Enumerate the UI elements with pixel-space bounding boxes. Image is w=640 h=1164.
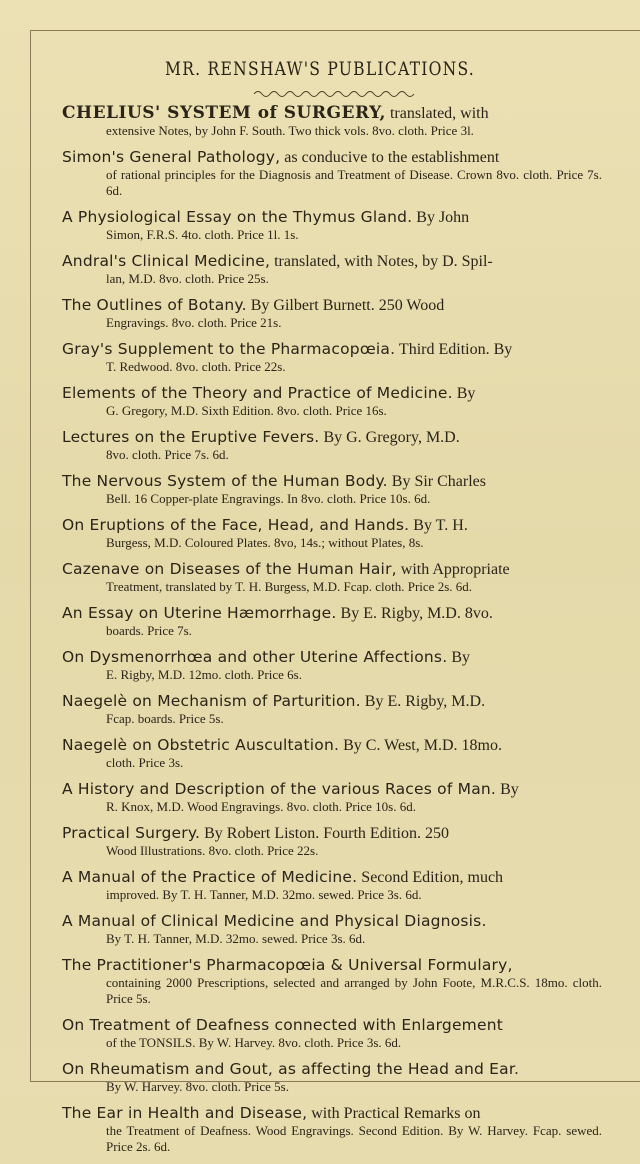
publication-desc: By Sir Charles bbox=[387, 473, 486, 490]
publication-title: On Dysmenorrhœa and other Uterine Affections. bbox=[62, 648, 448, 666]
publication-title: On Rheumatism and Gout, as affecting the Head and Ear. bbox=[62, 1060, 520, 1078]
publication-entry bbox=[62, 956, 602, 1007]
publication-details: Wood Illustrations. 8vo. cloth. Price 22s. bbox=[106, 843, 319, 858]
publication-entry bbox=[62, 384, 602, 419]
publication-details: By T. H. Tanner, M.D. 32mo. sewed. Price 3s. 6d. bbox=[106, 931, 366, 946]
publication-entry bbox=[62, 692, 602, 727]
publication-title: Naegelè on Mechanism of Parturition. bbox=[62, 692, 361, 710]
publication-title: CHELIUS' SYSTEM of SURGERY, bbox=[62, 103, 386, 123]
publication-entry bbox=[62, 868, 602, 903]
publication-desc: By bbox=[452, 385, 476, 402]
publication-title: On Treatment of Deafness connected with Enlargement bbox=[62, 1016, 504, 1034]
publication-desc: Second Edition, much bbox=[357, 869, 504, 886]
publication-title: Simon's General Pathology, bbox=[62, 148, 281, 166]
publication-desc: By Robert Liston. Fourth Edition. 250 bbox=[200, 825, 449, 842]
publication-details: cloth. Price 3s. bbox=[106, 755, 184, 770]
publication-desc: as conducive to the establishment bbox=[280, 149, 500, 166]
publication-details: R. Knox, M.D. Wood Engravings. 8vo. cloth. Price 10s. 6d. bbox=[106, 799, 416, 814]
publication-title: The Practitioner's Pharmacopœia & Universal Formulary, bbox=[62, 956, 513, 974]
publication-title: A History and Description of the various Races of Man. bbox=[62, 780, 497, 798]
publication-desc: with Practical Remarks on bbox=[307, 1105, 481, 1122]
publication-title: Practical Surgery. bbox=[62, 824, 201, 842]
publication-entry bbox=[62, 516, 602, 551]
publication-desc: By Gilbert Burnett. 250 Wood bbox=[246, 297, 445, 314]
publication-desc: By John bbox=[412, 209, 470, 226]
publication-details: By W. Harvey. 8vo. cloth. Price 5s. bbox=[106, 1079, 289, 1094]
publication-title: A Physiological Essay on the Thymus Gland. bbox=[62, 208, 413, 226]
publication-entry bbox=[62, 148, 602, 199]
publication-entry bbox=[62, 1060, 602, 1095]
publication-desc: By C. West, M.D. 18mo. bbox=[339, 737, 502, 754]
publication-details: E. Rigby, M.D. 12mo. cloth. Price 6s. bbox=[106, 667, 302, 682]
publication-entry bbox=[62, 252, 602, 287]
publication-desc: By bbox=[496, 781, 519, 798]
publication-entry bbox=[62, 296, 602, 331]
page-border-top bbox=[30, 30, 640, 31]
publication-desc: By G. Gregory, M.D. bbox=[319, 429, 460, 446]
publication-title: A Manual of Clinical Medicine and Physical Diagnosis. bbox=[62, 912, 487, 930]
publication-details: Simon, F.R.S. 4to. cloth. Price 1l. 1s. bbox=[106, 227, 299, 242]
publication-title: An Essay on Uterine Hæmorrhage. bbox=[62, 604, 337, 622]
page-header: MR. RENSHAW'S PUBLICATIONS. bbox=[165, 58, 475, 80]
publication-desc: By E. Rigby, M.D. 8vo. bbox=[336, 605, 493, 622]
publication-details: Fcap. boards. Price 5s. bbox=[106, 711, 224, 726]
publication-entry bbox=[62, 912, 602, 947]
publication-desc: translated, with bbox=[385, 105, 489, 122]
publication-entry bbox=[62, 560, 602, 595]
publication-entry bbox=[62, 208, 602, 243]
publication-details: Engravings. 8vo. cloth. Price 21s. bbox=[106, 315, 282, 330]
publication-entry bbox=[62, 736, 602, 771]
publication-details: 8vo. cloth. Price 7s. 6d. bbox=[106, 447, 229, 462]
publication-entry bbox=[62, 1104, 602, 1155]
publication-title: Gray's Supplement to the Pharmacopœia. bbox=[62, 340, 396, 358]
publication-details: improved. By T. H. Tanner, M.D. 32mo. sewed. Price 3s. 6d. bbox=[106, 887, 422, 902]
page-border-left bbox=[30, 30, 31, 1082]
publication-details: lan, M.D. 8vo. cloth. Price 25s. bbox=[106, 271, 269, 286]
publication-entry bbox=[62, 824, 602, 859]
publication-title: On Eruptions of the Face, Head, and Hands. bbox=[62, 516, 410, 534]
publication-details: of rational principles for the Diagnosis and Treatment of Disease. Crown 8vo. cloth. Price 7s. 6d. bbox=[106, 167, 602, 198]
publication-desc: By E. Rigby, M.D. bbox=[360, 693, 486, 710]
publication-entry bbox=[62, 104, 602, 139]
publication-desc: Third Edition. By bbox=[395, 341, 513, 358]
publication-details: T. Redwood. 8vo. cloth. Price 22s. bbox=[106, 359, 286, 374]
publication-entry bbox=[62, 340, 602, 375]
publication-title: Naegelè on Obstetric Auscultation. bbox=[62, 736, 340, 754]
publication-desc: By T. H. bbox=[409, 517, 468, 534]
publication-details: Bell. 16 Copper-plate Engravings. In 8vo. cloth. Price 10s. 6d. bbox=[106, 491, 431, 506]
publication-title: The Ear in Health and Disease, bbox=[62, 1104, 308, 1122]
publication-details: containing 2000 Prescriptions, selected and arranged by John Foote, M.R.C.S. 18mo. cloth. Price 5s. bbox=[106, 975, 602, 1006]
publication-title: Cazenave on Diseases of the Human Hair, bbox=[62, 560, 397, 578]
publication-details: Treatment, translated by T. H. Burgess, M.D. Fcap. cloth. Price 2s. 6d. bbox=[106, 579, 473, 594]
wavy-rule-ornament bbox=[252, 88, 418, 100]
publication-details: boards. Price 7s. bbox=[106, 623, 192, 638]
publication-desc: By bbox=[447, 649, 471, 666]
publication-title: The Nervous System of the Human Body. bbox=[62, 472, 388, 490]
publication-desc: with Appropriate bbox=[396, 561, 510, 578]
publication-title: The Outlines of Botany. bbox=[62, 296, 247, 314]
publication-entry bbox=[62, 648, 602, 683]
publication-title: Lectures on the Eruptive Fevers. bbox=[62, 428, 320, 446]
publication-entry bbox=[62, 780, 602, 815]
publication-details: the Treatment of Deafness. Wood Engravings. Second Edition. By W. Harvey. Fcap. sewed. Price 2s. 6d. bbox=[106, 1123, 602, 1154]
publication-entry bbox=[62, 472, 602, 507]
publication-entry bbox=[62, 604, 602, 639]
publication-entry bbox=[62, 428, 602, 463]
publication-title: Elements of the Theory and Practice of Medicine. bbox=[62, 384, 453, 402]
publication-details: of the TONSILS. By W. Harvey. 8vo. cloth. Price 3s. 6d. bbox=[106, 1035, 402, 1050]
publication-details: extensive Notes, by John F. South. Two thick vols. 8vo. cloth. Price 3l. bbox=[106, 123, 474, 138]
publication-details: Burgess, M.D. Coloured Plates. 8vo, 14s.; without Plates, 8s. bbox=[106, 535, 424, 550]
publication-title: Andral's Clinical Medicine, bbox=[62, 252, 271, 270]
publication-desc: translated, with Notes, by D. Spil- bbox=[270, 253, 493, 270]
publication-entry bbox=[62, 1016, 602, 1051]
publication-details: G. Gregory, M.D. Sixth Edition. 8vo. cloth. Price 16s. bbox=[106, 403, 387, 418]
publication-list bbox=[62, 104, 602, 1164]
publication-title: A Manual of the Practice of Medicine. bbox=[62, 868, 358, 886]
